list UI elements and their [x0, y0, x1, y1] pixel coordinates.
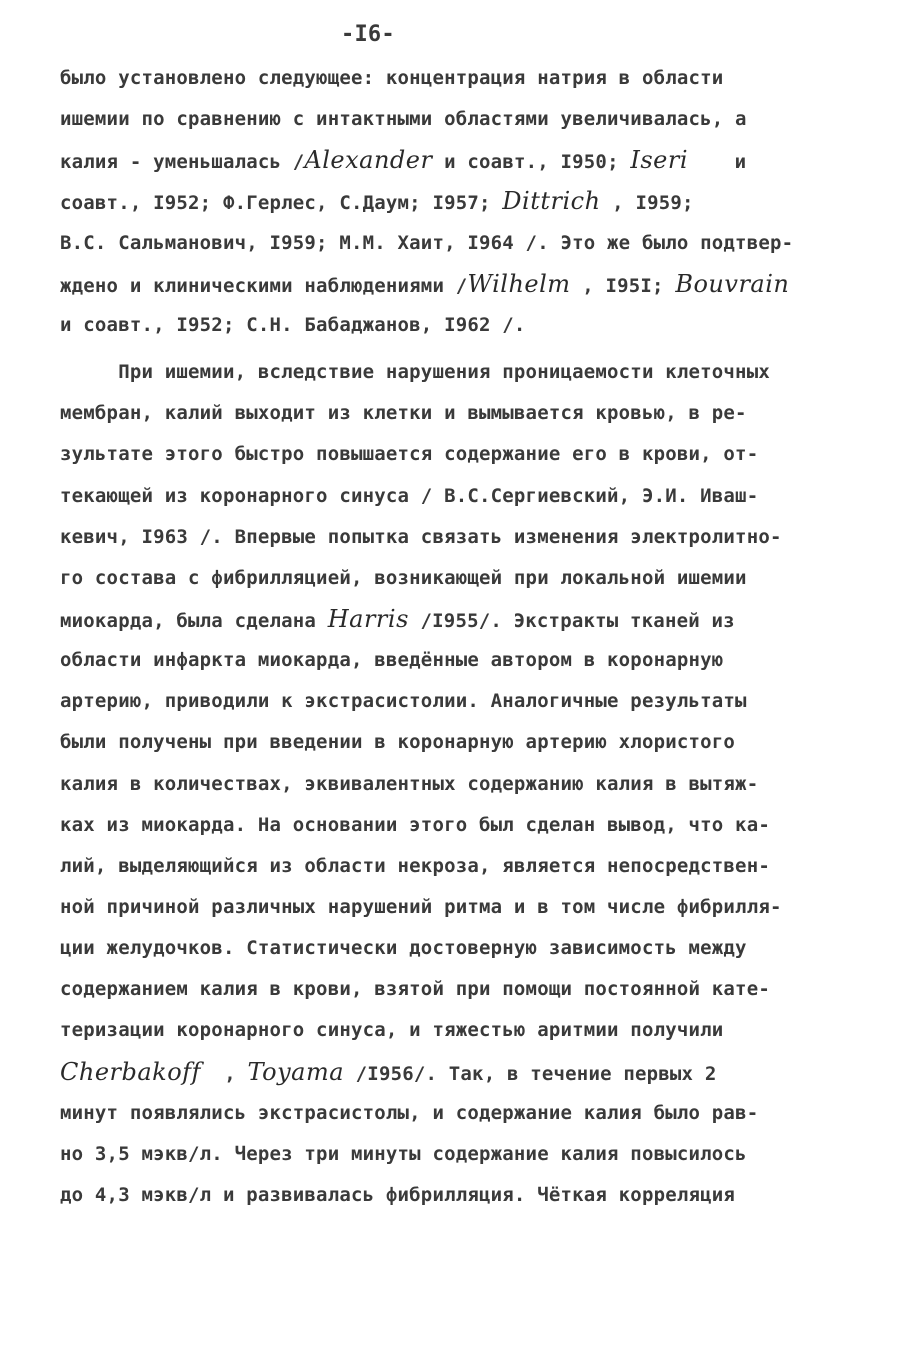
typed-text: артерию, приводили к экстрасистолии. Аналогичные результаты — [60, 690, 747, 713]
typed-text: и — [688, 151, 747, 174]
typed-text: были получены при введении в коронарную артерию хлористого — [60, 731, 736, 754]
typed-text: ной причиной различных нарушений ритма и в том числе фибрилля- — [60, 896, 782, 918]
text-line — [60, 360, 770, 384]
text-line — [60, 1018, 723, 1042]
handwritten-name: Wilhelm — [467, 269, 571, 298]
handwritten-name: Dittrich — [502, 187, 601, 216]
text-line — [60, 107, 747, 131]
text-line — [60, 269, 790, 298]
typed-text: теризации коронарного синуса, и тяжестью аритмии получили — [60, 1019, 724, 1042]
text-line — [60, 401, 747, 425]
typed-text: , I95I; — [570, 274, 676, 297]
handwritten-name: Harris — [327, 604, 409, 633]
text-line — [60, 1183, 735, 1207]
text-line — [60, 648, 723, 672]
text-line — [60, 604, 735, 633]
text-line — [60, 66, 723, 90]
text-line — [60, 1101, 758, 1125]
typed-text: но 3,5 мэкв/л. Через три минуты содержание калия повысилось — [60, 1142, 747, 1165]
typed-text: зультате этого быстро повышается содержание его в крови, от- — [60, 443, 759, 466]
typed-text: , I959; — [600, 192, 694, 215]
text-line — [60, 895, 782, 919]
typed-text: кевич, I963 /. Впервые попытка связать изменения электролитно- — [60, 525, 782, 548]
text-line — [60, 813, 770, 837]
typed-text: В.С. Сальманович, I959; М.М. Хаит, I964 /. Это же было подтвер- — [60, 231, 794, 254]
text-line — [60, 730, 735, 754]
typed-text: до 4,3 мэкв/л и развивалась фибрилляция. Чёткая корреляция — [60, 1184, 736, 1207]
typed-text: минут появлялись экстрасистолы, и содержание калия было рав- — [60, 1101, 759, 1124]
typed-text: мембран, калий выходит из клетки и вымывается кровью, в ре- — [60, 402, 747, 425]
typed-text: было установлено следующее: концентрация натрия в области — [60, 67, 724, 89]
typed-text: миокарда, была сделана — [60, 609, 328, 632]
typed-text: калия - уменьшалась / — [60, 151, 305, 174]
typed-text: При ишемии, вследствие нарушения проницаемости клеточных — [60, 361, 770, 384]
text-line — [60, 772, 758, 796]
text-line — [60, 442, 758, 466]
typed-text: /I955/. Экстракты тканей из — [408, 609, 735, 632]
typed-text: ждено и клиническими наблюдениями / — [60, 274, 468, 297]
handwritten-name: Cherbakoff — [60, 1057, 201, 1086]
typed-text: ках из миокарда. На основании этого был сделан вывод, что ка- — [60, 813, 770, 836]
typed-text: го состава с фибрилляцией, возникающей при локальной ишемии — [60, 566, 747, 589]
typed-text: лий, выделяющийся из области некроза, является непосредствен- — [60, 854, 770, 877]
text-line — [60, 977, 770, 1001]
typed-text: и соавт., I950; — [432, 151, 631, 174]
typed-text: области инфаркта миокарда, введённые автором в коронарную — [60, 649, 724, 672]
typed-text: соавт., I952; Ф.Герлес, С.Даум; I957; — [60, 192, 503, 215]
handwritten-name: Alexander — [304, 146, 433, 175]
typed-text: текающей из коронарного синуса / В.С.Сергиевский, Э.И. Иваш- — [60, 484, 759, 507]
page-number: -I6- — [341, 22, 395, 47]
handwritten-name: Bouvrain — [675, 269, 790, 298]
text-line — [60, 525, 782, 549]
text-line — [60, 936, 747, 960]
text-line — [60, 231, 793, 255]
text-line — [60, 1057, 717, 1086]
typed-text: содержанием калия в крови, взятой при помощи постоянной кате- — [60, 978, 770, 1001]
typed-text: ции желудочков. Статистически достоверную зависимость между — [60, 937, 747, 960]
handwritten-name: Iseri — [630, 146, 689, 175]
text-line — [60, 1142, 747, 1166]
text-line — [60, 566, 747, 590]
handwritten-name: Toyama — [247, 1057, 345, 1086]
text-line — [60, 854, 770, 878]
text-line — [60, 689, 747, 713]
typed-text: калия в количествах, эквивалентных содержанию калия в вытяж- — [60, 772, 759, 795]
text-line — [60, 189, 694, 215]
text-line — [60, 148, 746, 174]
typed-text: , — [200, 1062, 248, 1085]
text-line — [60, 313, 526, 337]
text-line — [60, 484, 758, 508]
typed-text: /I956/. Так, в течение первых 2 — [344, 1062, 717, 1085]
typed-text: и соавт., I952; С.Н. Бабаджанов, I962 /. — [60, 313, 526, 336]
typed-text: ишемии по сравнению с интактными областями увеличивалась, а — [60, 108, 747, 131]
